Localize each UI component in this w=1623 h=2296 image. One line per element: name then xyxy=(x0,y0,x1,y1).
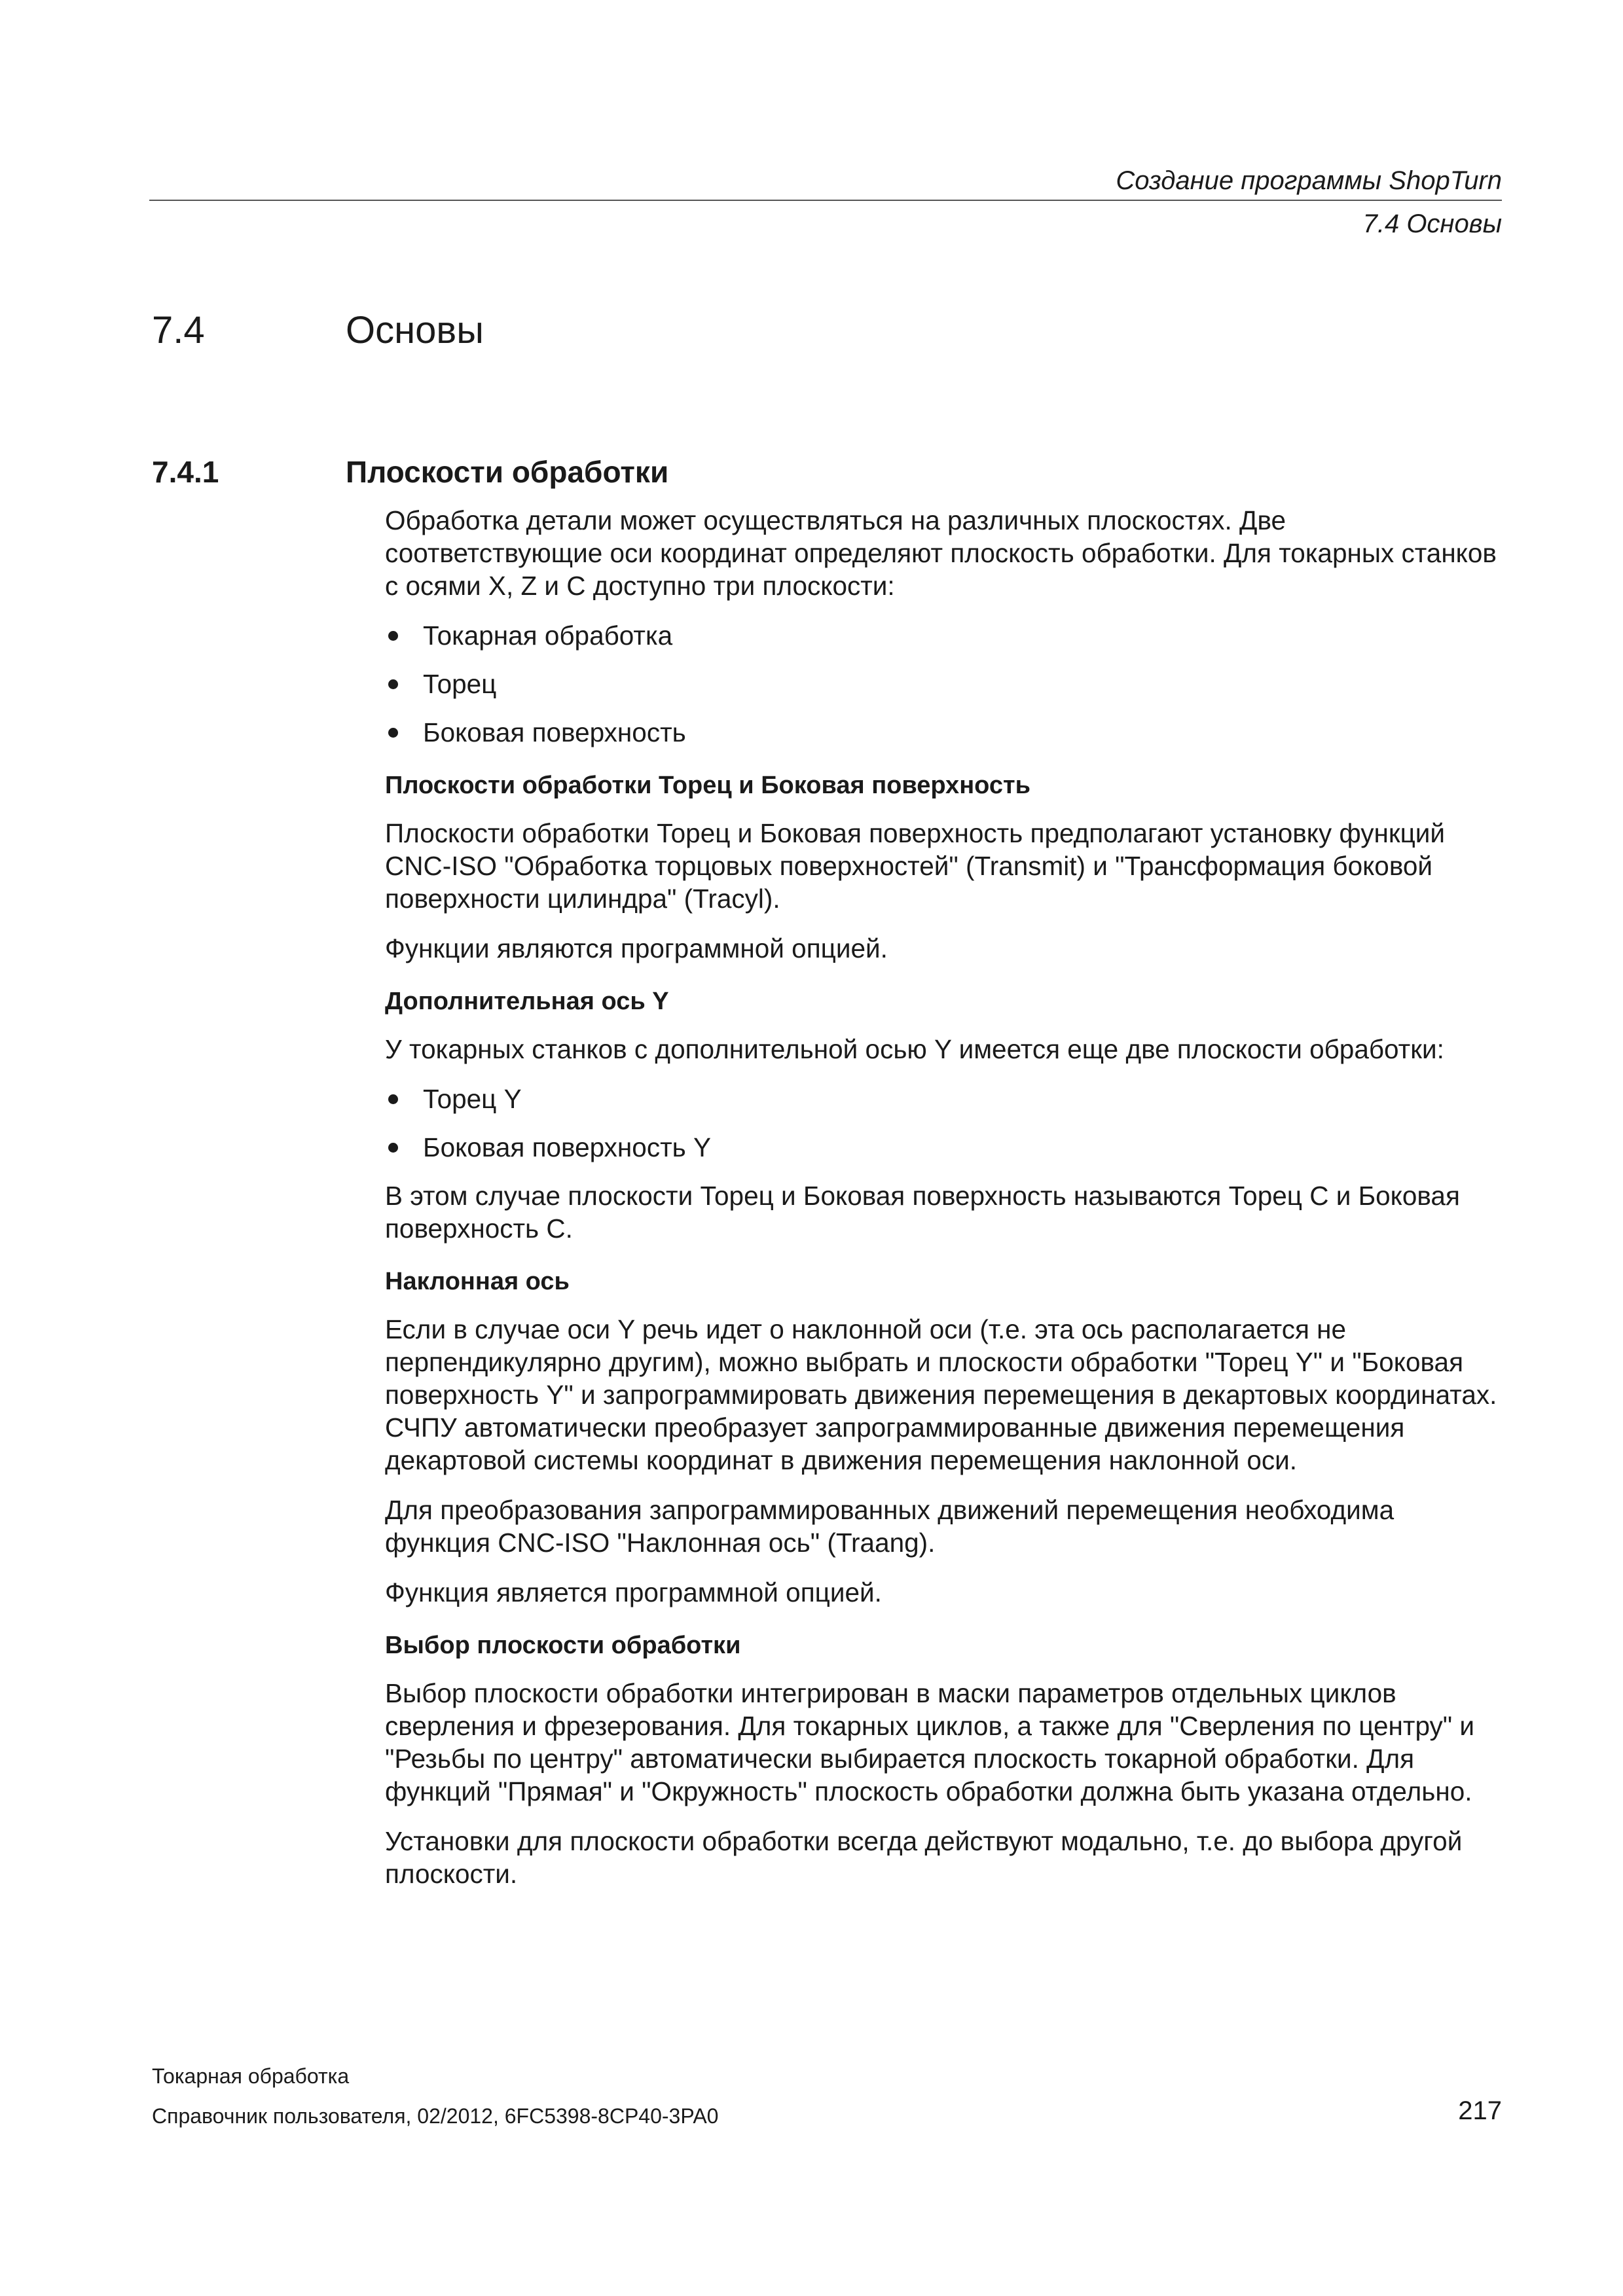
footer-book-title: Токарная обработка xyxy=(152,2064,350,2088)
y-axis-paragraph-2: В этом случае плоскости Торец и Боковая поверхность называются Торец C и Боковая поверхность C. xyxy=(385,1181,1460,1244)
footer-manual-info: Справочник пользователя, 02/2012, 6FC5398-8CP40-3PA0 xyxy=(152,2104,719,2128)
page-number: 217 xyxy=(1458,2096,1502,2125)
plane-selection-heading: Выбор плоскости обработки xyxy=(385,1632,741,1659)
list-item xyxy=(385,668,1504,700)
section-number: 7.4 xyxy=(152,309,205,351)
y-axis-heading: Дополнительная ось Y xyxy=(385,988,669,1015)
list-item xyxy=(385,1083,1504,1115)
list-item xyxy=(385,716,1504,749)
subsection-title: Плоскости обработки xyxy=(346,455,669,489)
list-item-text: Боковая поверхность xyxy=(423,717,686,747)
list-item-text: Торец Y xyxy=(423,1084,522,1114)
list-item-text: Боковая поверхность Y xyxy=(423,1132,711,1162)
running-header-section: 7.4 Основы xyxy=(1362,209,1502,238)
face-heading: Плоскости обработки Торец и Боковая поверхность xyxy=(385,772,1030,799)
subsection-number: 7.4.1 xyxy=(152,455,219,489)
inclined-axis-paragraph-3: Функция является программной опцией. xyxy=(385,1577,882,1607)
face-paragraph-2: Функции являются программной опцией. xyxy=(385,933,888,963)
bullet-icon xyxy=(388,631,398,641)
section-title: Основы xyxy=(346,309,484,351)
running-header-title: Создание программы ShopTurn xyxy=(1116,166,1502,195)
bullet-icon xyxy=(388,1094,398,1104)
planes-list xyxy=(385,619,1504,749)
inclined-axis-paragraph-2: Для преобразования запрограммированных движений перемещения необходима функция CNC-ISO "Наклонная ось" (Traang). xyxy=(385,1495,1395,1558)
plane-selection-paragraph-1: Выбор плоскости обработки интегрирован в маски параметров отдельных циклов сверления и фрезерования. Для токарных циклов, а также для "Сверления по центру" и "Резьбы по центру" автоматически выбирается плоскость токарной обработки. Для функций "Прямая" и "Окружность" плоскость обработки должна быть указана отдельно. xyxy=(385,1678,1475,1806)
y-axis-paragraph-1: У токарных станков с дополнительной осью Y имеется еще две плоскости обработки: xyxy=(385,1034,1444,1064)
inclined-axis-heading: Наклонная ось xyxy=(385,1268,570,1295)
bullet-icon xyxy=(388,728,398,738)
plane-selection-paragraph-2: Установки для плоскости обработки всегда действуют модально, т.е. до выбора другой плоскости. xyxy=(385,1826,1463,1889)
list-item-text: Торец xyxy=(423,669,497,699)
face-paragraph-1: Плоскости обработки Торец и Боковая поверхность предполагают установку функций CNC-ISO "Обработка торцовых поверхностей" (Transmit) и "Трансформация боковой поверхности цилиндра" (Tracyl). xyxy=(385,818,1446,914)
header-rule xyxy=(149,200,1502,201)
body-content xyxy=(385,504,1504,1907)
y-planes-list xyxy=(385,1083,1504,1164)
intro-paragraph: Обработка детали может осуществляться на различных плоскостях. Две соответствующие оси координат определяют плоскость обработки. Для токарных станков с осями X, Z и C доступно три плоскости: xyxy=(385,505,1497,601)
inclined-axis-paragraph-1: Если в случае оси Y речь идет о наклонной оси (т.е. эта ось располагается не перпендикулярно другим), можно выбрать и плоскости обработки "Торец Y" и "Боковая поверхность Y" и запрограммировать движения перемещения в декартовых координатах. СЧПУ автоматически преобразует запрограммированные движения перемещения декартовой системы координат в движения перемещения наклонной оси. xyxy=(385,1314,1497,1475)
list-item xyxy=(385,1131,1504,1164)
bullet-icon xyxy=(388,679,398,689)
list-item-text: Токарная обработка xyxy=(423,620,673,651)
bullet-icon xyxy=(388,1143,398,1153)
list-item xyxy=(385,619,1504,652)
